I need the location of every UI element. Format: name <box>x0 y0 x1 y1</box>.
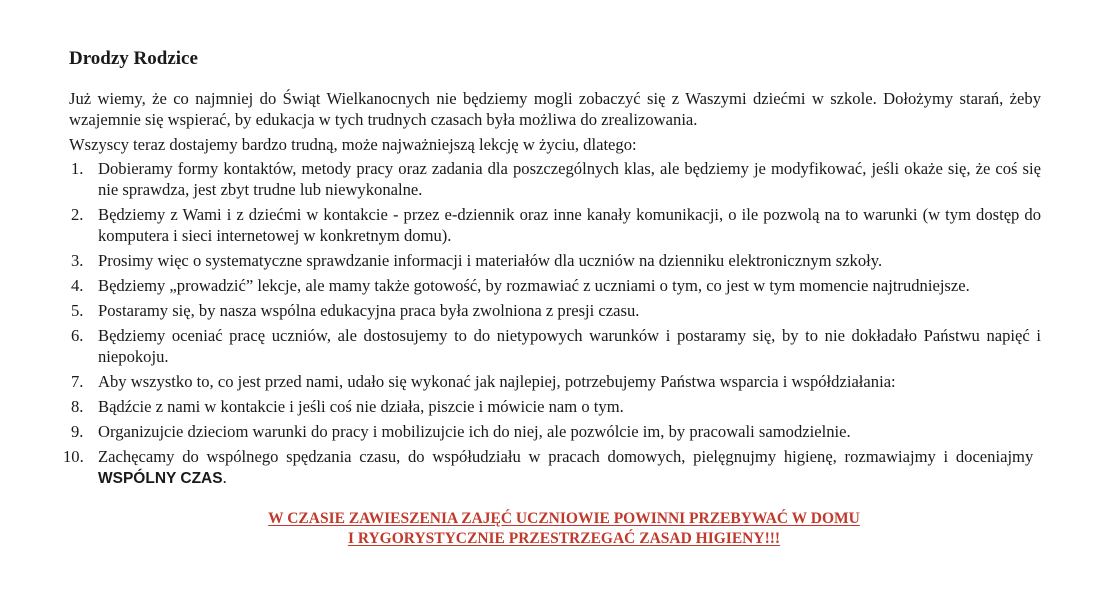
hygiene-notice <box>69 509 1041 549</box>
letter-title: Drodzy Rodzice <box>69 48 198 69</box>
list-item: 2. Będziemy z Wami i z dziećmi w kontakcie - przez e-dziennik oraz inne kanały komunikacji, o ile pozwolą na to warunki (w tym dostęp do komputera i sieci internetowej w konkretnym domu). <box>71 205 1041 245</box>
list-item: 9. Organizujcie dzieciom warunki do pracy i mobilizujcie ich do niej, ale pozwólcie im, by pracowali samodzielnie. <box>71 422 851 441</box>
list-item: 3. Prosimy więc o systematyczne sprawdzanie informacji i materiałów dla uczniów na dzienniku elektronicznym szkoły. <box>71 251 883 270</box>
list-item: 10. Zachęcamy do wspólnego spędzania czasu, do współudziału w pracach domowych, pielęgnujmy higienę, rozmawiajmy i doceniajmy WSPÓLNY CZAS. <box>63 447 1041 487</box>
notice-line-2: I RYGORYSTYCZNIE PRZESTRZEGAĆ ZASAD HIGIENY!!! <box>347 530 781 547</box>
points-list <box>63 158 1041 489</box>
letter-page <box>63 47 1041 549</box>
list-item: 8. Bądźcie z nami w kontakcie i jeśli coś nie działa, piszcie i mówicie nam o tym. <box>71 397 624 416</box>
list-item: 4. Będziemy „prowadzić” lekcje, ale mamy także gotowość, by rozmawiać z uczniami o tym, co jest w tym momencie najtrudniejsze. <box>71 276 970 295</box>
lead-paragraph: Wszyscy teraz dostajemy bardzo trudną, może najważniejszą lekcję w życiu, dlatego: <box>69 135 637 154</box>
list-item: 1. Dobieramy formy kontaktów, metody pracy oraz zadania dla poszczególnych klas, ale będziemy je modyfikować, jeśli okaże się, że coś się nie sprawdza, jest zbyt trudne lub niewykonalne. <box>71 159 1041 199</box>
list-item: 6. Będziemy oceniać pracę uczniów, ale dostosujemy to do nietypowych warunków i postaramy się, by to nie dokładało Państwu napięć i niepokoju. <box>71 326 1041 366</box>
intro-paragraph: Już wiemy, że co najmniej do Świąt Wielkanocnych nie będziemy mogli zobaczyć się z Waszymi dziećmi w szkole. Dołożymy starań, żeby wzajemnie się wspierać, by edukacja w tych trudnych czasach była możliwa do zrealizowania. <box>69 89 1041 129</box>
notice-line-1: W CZASIE ZAWIESZENIA ZAJĘĆ UCZNIOWIE POWINNI PRZEBYWAĆ W DOMU <box>268 510 860 527</box>
list-item: 7. Aby wszystko to, co jest przed nami, udało się wykonać jak najlepiej, potrzebujemy Państwa wsparcia i współdziałania: <box>71 372 896 391</box>
emphasis-text: WSPÓLNY CZAS <box>98 470 223 487</box>
list-item: 5. Postaramy się, by nasza wspólna edukacyjna praca była zwolniona z presji czasu. <box>71 301 640 320</box>
